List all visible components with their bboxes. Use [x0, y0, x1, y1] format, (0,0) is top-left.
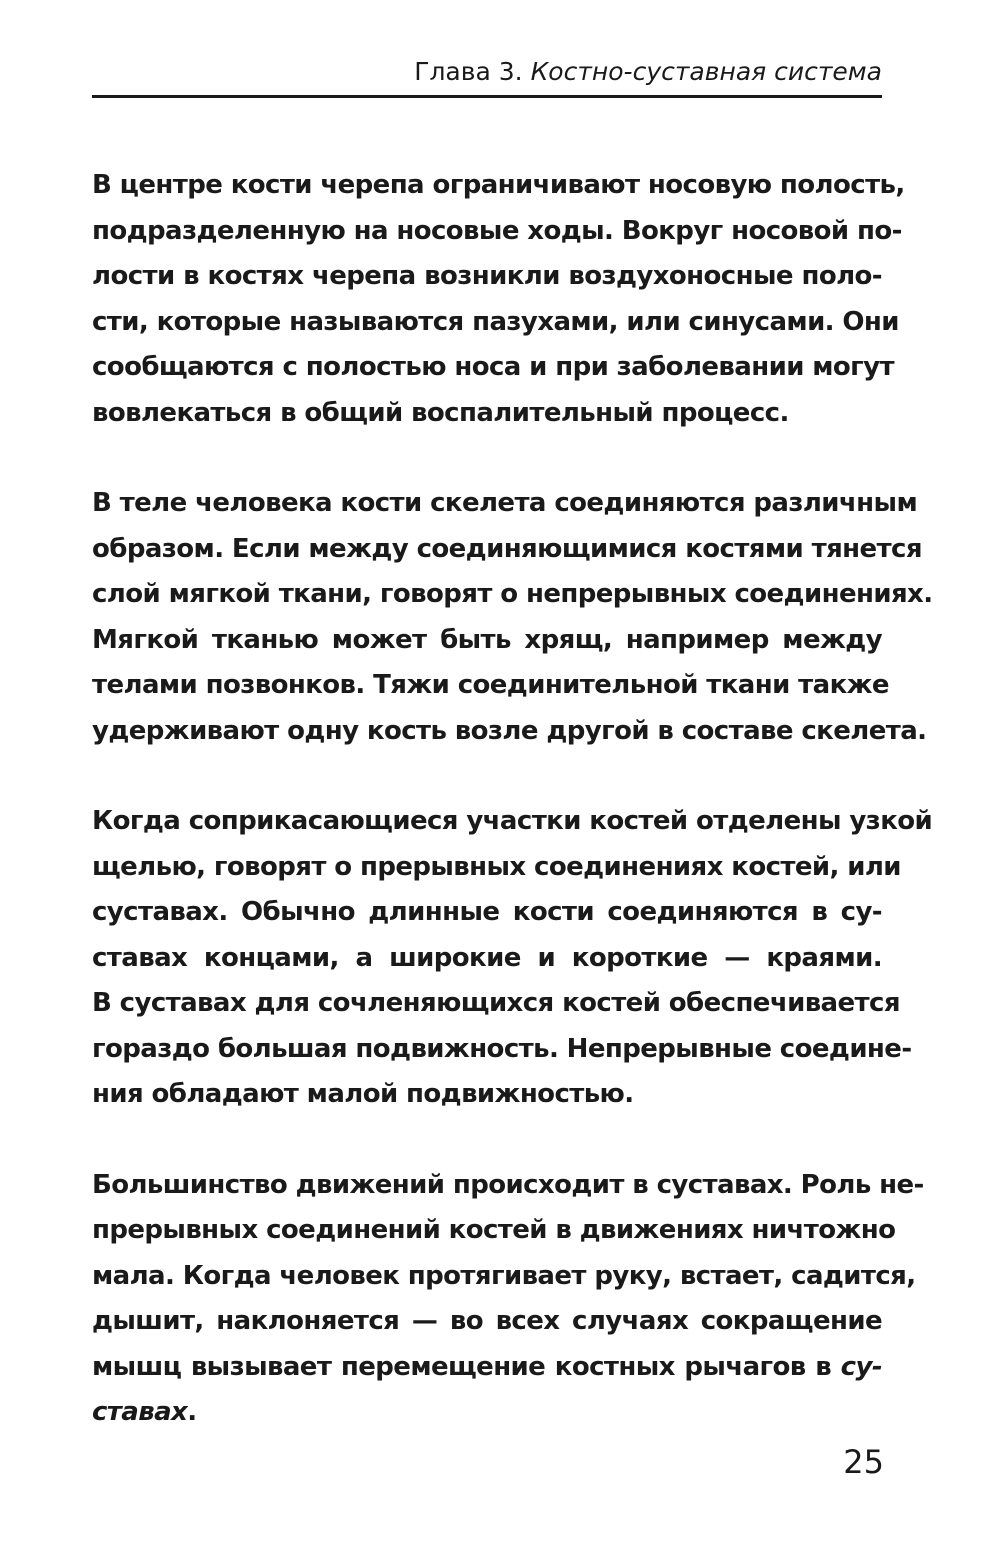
paragraph-1: [92, 163, 905, 436]
running-head: [92, 52, 882, 92]
text-line: гораздо большая подвижность. Непрерывные соедине-: [92, 1033, 912, 1064]
text-line: лости в костях черепа возникли воздухоносные поло-: [92, 261, 882, 291]
text-line: подразделенную на носовые ходы. Вокруг носовой по-: [92, 215, 902, 246]
emphasis-text: ставах: [92, 1397, 188, 1427]
text-line: ставах концами, а широкие и короткие — краями.: [92, 942, 882, 973]
text-line: удерживают одну кость возле другой в составе скелета.: [92, 715, 927, 746]
paragraph-3: [92, 799, 933, 1118]
text-line: ния обладают малой подвижностью.: [92, 1079, 634, 1109]
text-line: слой мягкой ткани, говорят о непрерывных соединениях.: [92, 579, 933, 609]
text-line: Большинство движений происходит в суставах. Роль не-: [92, 1169, 924, 1200]
paragraph-2: [92, 481, 933, 754]
text-line: суставах. Обычно длинные кости соединяются в су-: [92, 897, 882, 927]
text-line: образом. Если между соединяющимися костями тянется: [92, 533, 922, 564]
text-line: телами позвонков. Тяжи соединительной ткани также: [92, 670, 889, 700]
text-line: дышит, наклоняется — во всех случаях сокращение: [92, 1306, 882, 1336]
emphasis-text: су-: [840, 1351, 883, 1382]
text-line: вовлекаться в общий воспалительный процесс.: [92, 397, 789, 428]
text-line: Когда соприкасающиеся участки костей отделены узкой: [92, 806, 933, 836]
text-line: В теле человека кости скелета соединяются различным: [92, 488, 918, 518]
chapter-title: Костно-суставная система: [530, 57, 882, 86]
text-line-body: мышц вызывает перемещение костных рычагов в: [92, 1351, 832, 1382]
text-line: сти, которые называются пазухами, или синусами. Они: [92, 306, 899, 337]
text-line: В центре кости черепа ограничивают носовую полость,: [92, 170, 905, 200]
page-number: 25: [843, 1443, 884, 1481]
text-line: мала. Когда человек протягивает руку, встает, садится,: [92, 1260, 916, 1291]
paragraph-4: [92, 1163, 924, 1436]
body-text: [92, 163, 933, 1481]
header-rule: [92, 95, 882, 98]
text-line: сообщаются с полостью носа и при заболевании могут: [92, 352, 894, 382]
text-line: [92, 1390, 882, 1436]
text-line: В суставах для сочленяющихся костей обеспечивается: [92, 988, 900, 1018]
text-line: щелью, говорят о прерывных соединениях костей, или: [92, 851, 901, 882]
text-line: прерывных соединений костей в движениях ничтожно: [92, 1215, 896, 1245]
chapter-label: Глава 3.: [414, 57, 523, 86]
final-punctuation: .: [187, 1397, 197, 1427]
text-line: [92, 1345, 882, 1391]
text-line: Мягкой тканью может быть хрящ, например между: [92, 624, 882, 655]
